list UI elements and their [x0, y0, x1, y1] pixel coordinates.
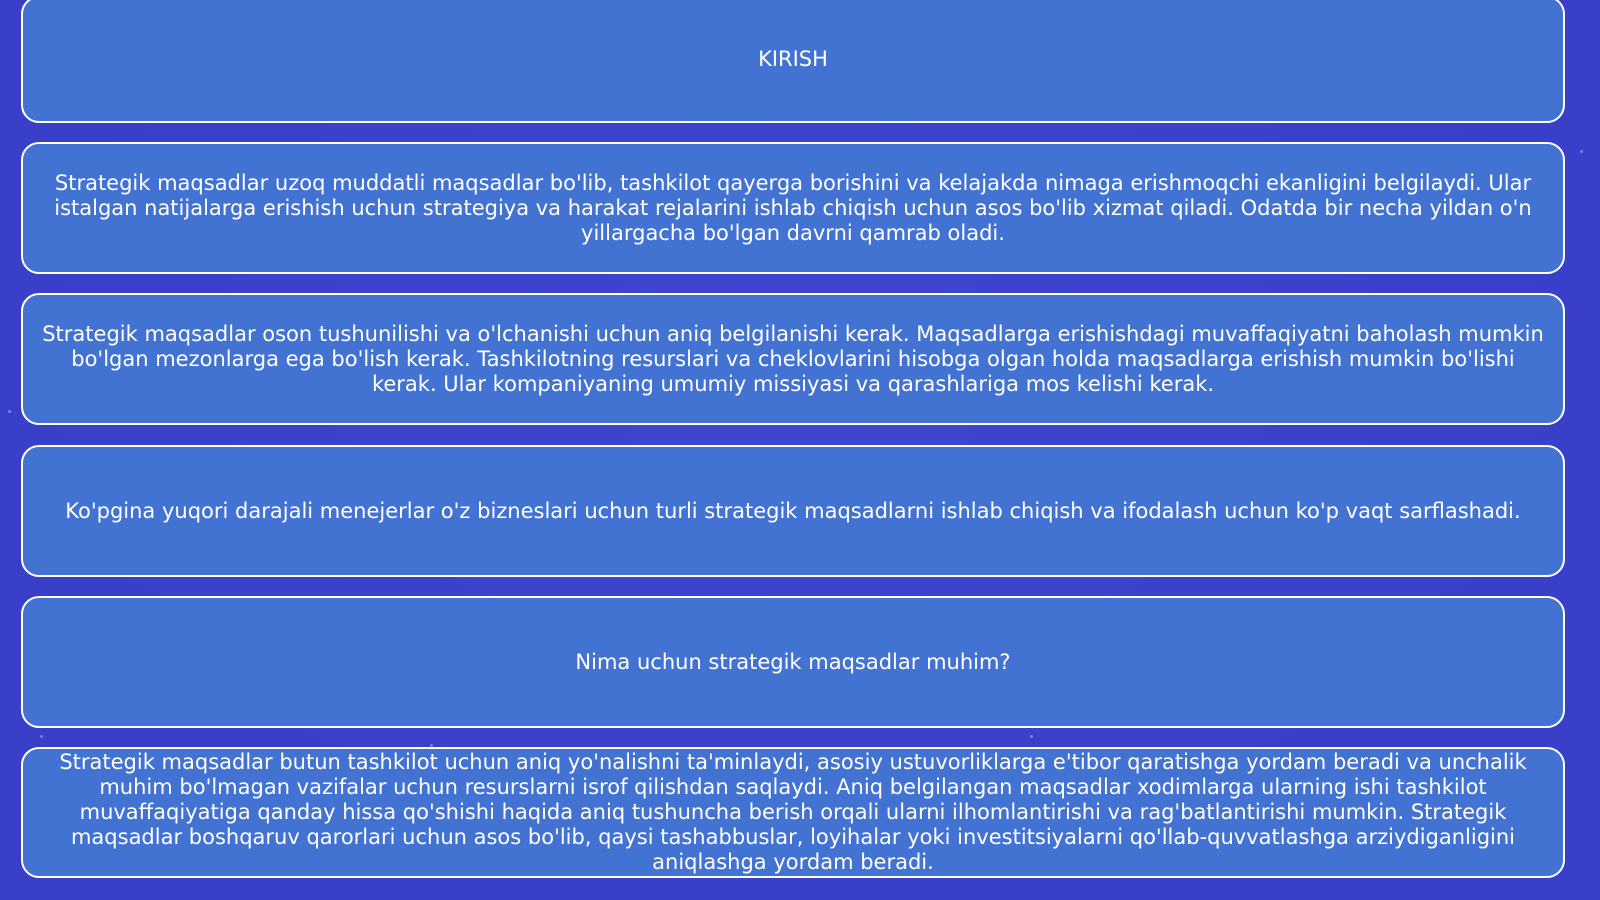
section-heading-importance	[21, 596, 1565, 728]
text-block-criteria	[21, 293, 1565, 425]
background-speck	[1030, 735, 1033, 738]
background-speck	[1580, 150, 1583, 153]
section-heading-text: Nima uchun strategik maqsadlar muhim?	[575, 649, 1011, 674]
background-speck	[8, 410, 11, 413]
text-block-importance	[21, 747, 1565, 878]
text-block-definition	[21, 142, 1565, 274]
paragraph-text: Strategik maqsadlar butun tashkilot uchun aniq yo'nalishni ta'minlaydi, asosiy ustuvorliklarga e'tibor qaratishga yordam beradi va unchalik muhim bo'lmagan vazifalar uchun resurslarni isrof qilishdan saqlaydi. Aniq belgilangan maqsadlar xodimlarga ularning ishi tashkilot muvaffaqiyatiga qanday hissa qo'shishi haqida aniq tushuncha berish orqali ularni ilhomlantirishi va rag'batlantirishi mumkin. Strategik maqsadlar boshqaruv qarorlari uchun asos bo'lib, qaysi tashabbuslar, loyihalar yoki investitsiyalarni qo'llab-quvvatlashga arziydiganligini aniqlashga yordam beradi.	[59, 750, 1527, 874]
paragraph-text: Strategik maqsadlar oson tushunilishi va o'lchanishi uchun aniq belgilanishi kerak. Maqsadlarga erishishdagi muvaffaqiyatni baholash mumkin bo'lgan mezonlarga ega bo'lish kerak. Tashkilotning resurslari va cheklovlarini hisobga olgan holda maqsadlarga erishish mumkin bo'lishi kerak. Ular kompaniyaning umumiy missiyasi va qarashlariga mos kelishi kerak.	[42, 321, 1544, 396]
paragraph-text: Strategik maqsadlar uzoq muddatli maqsadlar bo'lib, tashkilot qayerga borishini va kelajakda nimaga erishmoqchi ekanligini belgilaydi. Ular istalgan natijalarga erishish uchun strategiya va harakat rejalarini ishlab chiqish uchun asos bo'lib xizmat qiladi. Odatda bir necha yildan o'n yillargacha bo'lgan davrni qamrab oladi.	[54, 170, 1532, 245]
background-speck	[40, 735, 43, 738]
section-heading-text: KIRISH	[758, 47, 828, 71]
paragraph-text: Ko'pgina yuqori darajali menejerlar o'z bizneslari uchun turli strategik maqsadlarni ishlab chiqish va ifodalash uchun ko'p vaqt sarflashadi.	[65, 498, 1521, 523]
section-heading-intro	[21, 0, 1565, 123]
text-block-managers	[21, 445, 1565, 577]
